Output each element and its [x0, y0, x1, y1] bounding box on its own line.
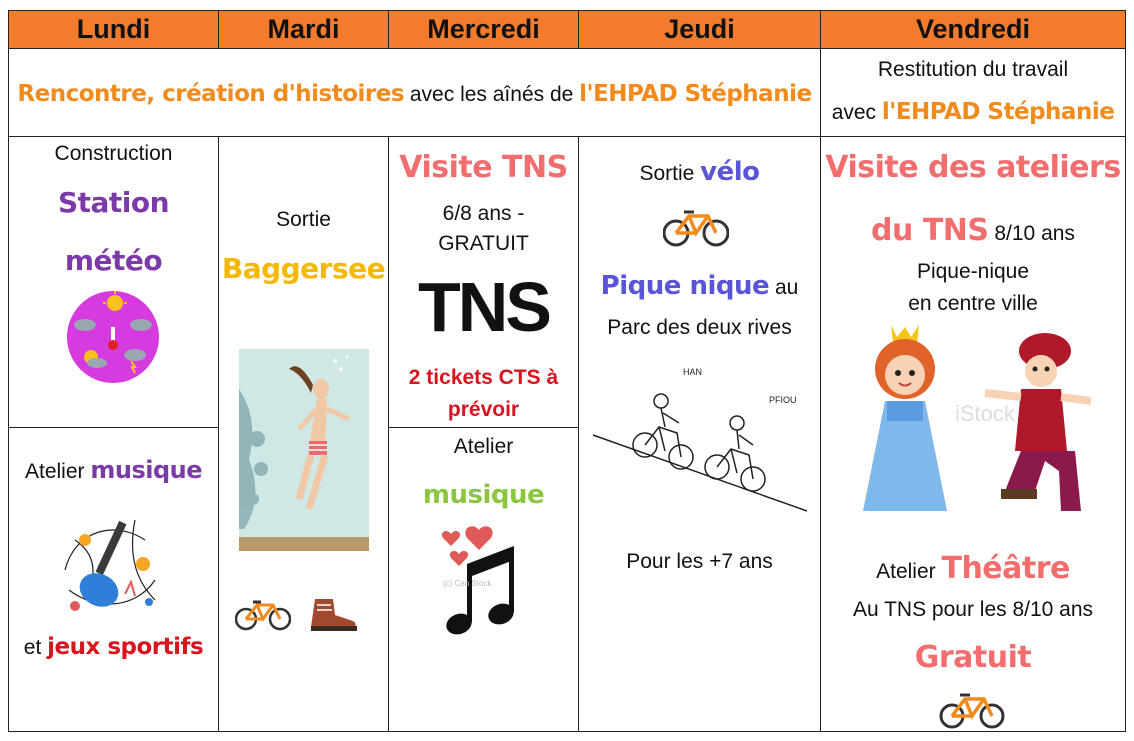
- jeudi-velo: vélo: [700, 157, 760, 187]
- vendredi-title-1: Visite des ateliers: [825, 150, 1121, 185]
- jeudi-parc: Parc des deux rives: [607, 316, 792, 339]
- jeudi-picnic-line: [579, 271, 820, 301]
- jeudi-sortie: Sortie: [639, 162, 695, 185]
- bicycle-icon: [663, 207, 729, 247]
- row1-place: l'EHPAD Stéphanie: [579, 81, 812, 107]
- jeudi-pique-nique: Pique nique: [600, 271, 770, 301]
- lundi-jeux-line: [9, 634, 218, 660]
- mercredi-visite-tns: Visite TNS: [399, 150, 568, 185]
- hiking-boot-icon: [307, 597, 359, 633]
- mercredi-atelier: Atelier: [453, 435, 514, 458]
- jeudi-au: au: [774, 276, 799, 299]
- swimmer-illustration: [239, 349, 369, 551]
- row1-fri-with: avec: [831, 101, 877, 124]
- canstock-watermark: (c) Can Stock: [443, 579, 492, 588]
- cyclist-sound-2: PFIOU: [769, 395, 797, 405]
- cyclist-sound-1: HAN: [683, 367, 703, 377]
- guitar-music-icon: [55, 510, 167, 622]
- lundi-bottom-cell: [8, 427, 219, 732]
- bicycle-icon: [939, 691, 1005, 729]
- vendredi-tns-line: Au TNS pour les 8/10 ans: [852, 598, 1094, 621]
- mercredi-musique: musique: [422, 480, 545, 510]
- vendredi-theatre: Théâtre: [941, 551, 1070, 586]
- row1-friday-cell: [820, 48, 1126, 137]
- header-jeudi: Jeudi: [578, 10, 821, 49]
- vendredi-title-2: du TNS: [871, 213, 989, 248]
- lundi-meteo: météo: [64, 244, 163, 277]
- music-note-hearts-icon: [439, 524, 531, 640]
- header-mercredi: Mercredi: [388, 10, 579, 49]
- vendredi-title-2-line: [821, 213, 1125, 248]
- mercredi-gratuit: GRATUIT: [438, 232, 529, 255]
- vendredi-cell: [820, 136, 1126, 732]
- row1-fri-place: l'EHPAD Stéphanie: [881, 99, 1115, 125]
- vendredi-age: 8/10 ans: [994, 222, 1075, 245]
- vendredi-gratuit: Gratuit: [914, 640, 1032, 675]
- lundi-atelier-line: [9, 456, 218, 484]
- lundi-jeux-sportifs: jeux sportifs: [47, 634, 204, 660]
- mercredi-bottom-cell: [388, 427, 579, 732]
- lundi-musique: musique: [90, 456, 203, 484]
- mardi-cell: [218, 136, 389, 732]
- header-lundi: Lundi: [8, 10, 219, 49]
- row1-main-line: [9, 81, 820, 107]
- jeudi-age: Pour les +7 ans: [626, 550, 773, 573]
- lundi-atelier: Atelier: [24, 460, 85, 483]
- row1-highlight: Rencontre, création d'histoires: [17, 81, 405, 107]
- mardi-sortie: Sortie: [276, 208, 331, 231]
- vendredi-atelier-line: [821, 551, 1125, 586]
- mercredi-top-cell: [388, 136, 579, 428]
- vendredi-picnic-2: en centre ville: [908, 292, 1038, 315]
- header-vendredi: Vendredi: [820, 10, 1126, 49]
- jeudi-sortie-line: [579, 157, 820, 187]
- lundi-et: et: [23, 636, 42, 659]
- lundi-construction: Construction: [54, 142, 173, 165]
- tns-logo: TNS: [418, 268, 549, 346]
- mercredi-age: 6/8 ans -: [442, 202, 525, 225]
- weather-sun-cloud-icon: [65, 289, 161, 385]
- row1-plain: avec les aînés de: [409, 83, 574, 106]
- princess-prince-icon: [835, 321, 1115, 527]
- row1-fri-line2: [821, 99, 1125, 125]
- mercredi-tickets-1: 2 tickets CTS à: [408, 366, 559, 389]
- row1-fri-line1: Restitution du travail: [877, 58, 1069, 81]
- header-mardi: Mardi: [218, 10, 389, 49]
- mardi-baggersee: Baggersee: [221, 252, 386, 285]
- lundi-station: Station: [57, 186, 170, 219]
- lundi-top-cell: [8, 136, 219, 428]
- vendredi-picnic-1: Pique-nique: [916, 260, 1030, 283]
- istock-watermark: iStock: [955, 401, 1015, 426]
- jeudi-cell: [578, 136, 821, 732]
- mercredi-tickets-2: prévoir: [447, 398, 520, 421]
- bicycle-icon: [235, 597, 291, 631]
- row1-main-cell: [8, 48, 821, 137]
- vendredi-atelier: Atelier: [876, 560, 936, 583]
- cyclists-hill-icon: [591, 361, 811, 517]
